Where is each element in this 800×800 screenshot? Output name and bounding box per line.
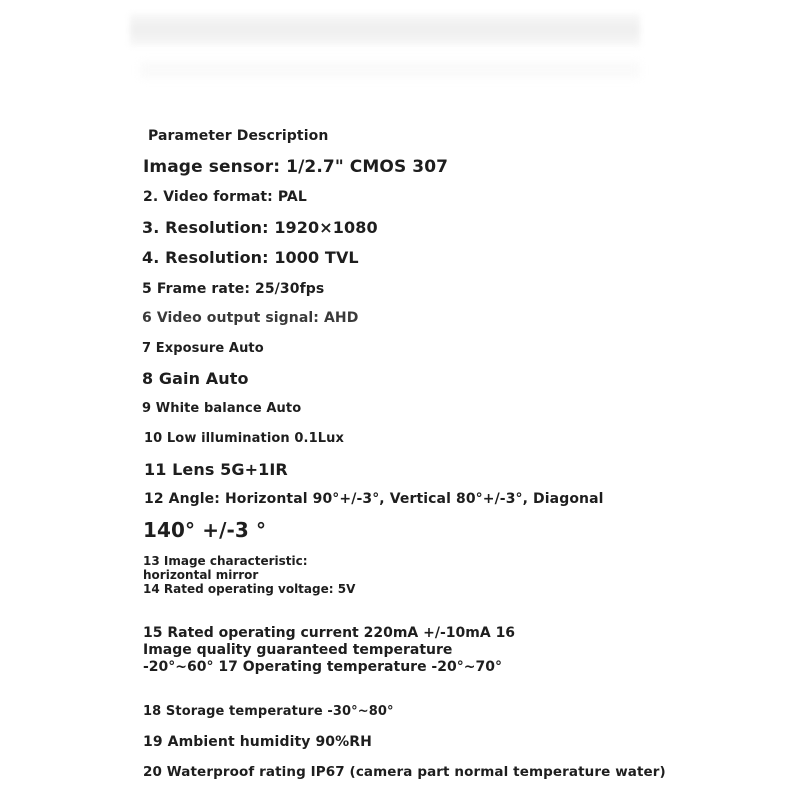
spec-image-quality-temperature: Image quality guaranteed temperature	[143, 642, 453, 659]
spec-current-and-temperatures	[143, 625, 515, 676]
spec-gain: 8 Gain Auto	[142, 369, 249, 388]
spec-resolution-tvl: 4. Resolution: 1000 TVL	[142, 248, 359, 267]
spec-resolution-pixels: 3. Resolution: 1920×1080	[142, 218, 378, 237]
spec-image-sensor: Image sensor: 1/2.7" CMOS 307	[143, 157, 449, 177]
spec-frame-rate: 5 Frame rate: 25/30fps	[142, 281, 325, 297]
spec-angle: 12 Angle: Horizontal 90°+/-3°, Vertical 80°+/-3°, Diagonal	[144, 491, 604, 507]
spec-image-characteristic: 13 Image characteristic:	[143, 554, 308, 568]
page-title: Parameter Description	[148, 128, 329, 144]
spec-storage-temperature: 18 Storage temperature -30°~80°	[143, 704, 394, 719]
spec-white-balance: 9 White balance Auto	[142, 401, 302, 416]
spec-rated-current: 15 Rated operating current 220mA +/-10mA 16	[143, 625, 516, 641]
spec-image-characteristic-and-voltage	[143, 554, 355, 596]
spec-waterproof-rating: 20 Waterproof rating IP67 (camera part normal temperature water)	[143, 764, 666, 780]
spec-angle-diagonal: 140° +/-3 °	[143, 518, 267, 542]
spec-image-characteristic-value: horizontal mirror	[143, 568, 259, 583]
spec-ambient-humidity: 19 Ambient humidity 90%RH	[143, 734, 372, 750]
spec-operating-temperature: -20°~60° 17 Operating temperature -20°~70°	[143, 659, 502, 676]
spec-video-output-signal: 6 Video output signal: AHD	[142, 310, 359, 326]
spec-rated-voltage: 14 Rated operating voltage: 5V	[143, 582, 356, 597]
spec-video-format: 2. Video format: PAL	[143, 189, 307, 205]
spec-exposure: 7 Exposure Auto	[142, 341, 264, 356]
blurred-header-area	[130, 14, 640, 46]
spec-lens: 11 Lens 5G+1IR	[144, 460, 288, 479]
blurred-subheader-area	[140, 62, 640, 78]
spec-low-illumination: 10 Low illumination 0.1Lux	[144, 431, 344, 446]
